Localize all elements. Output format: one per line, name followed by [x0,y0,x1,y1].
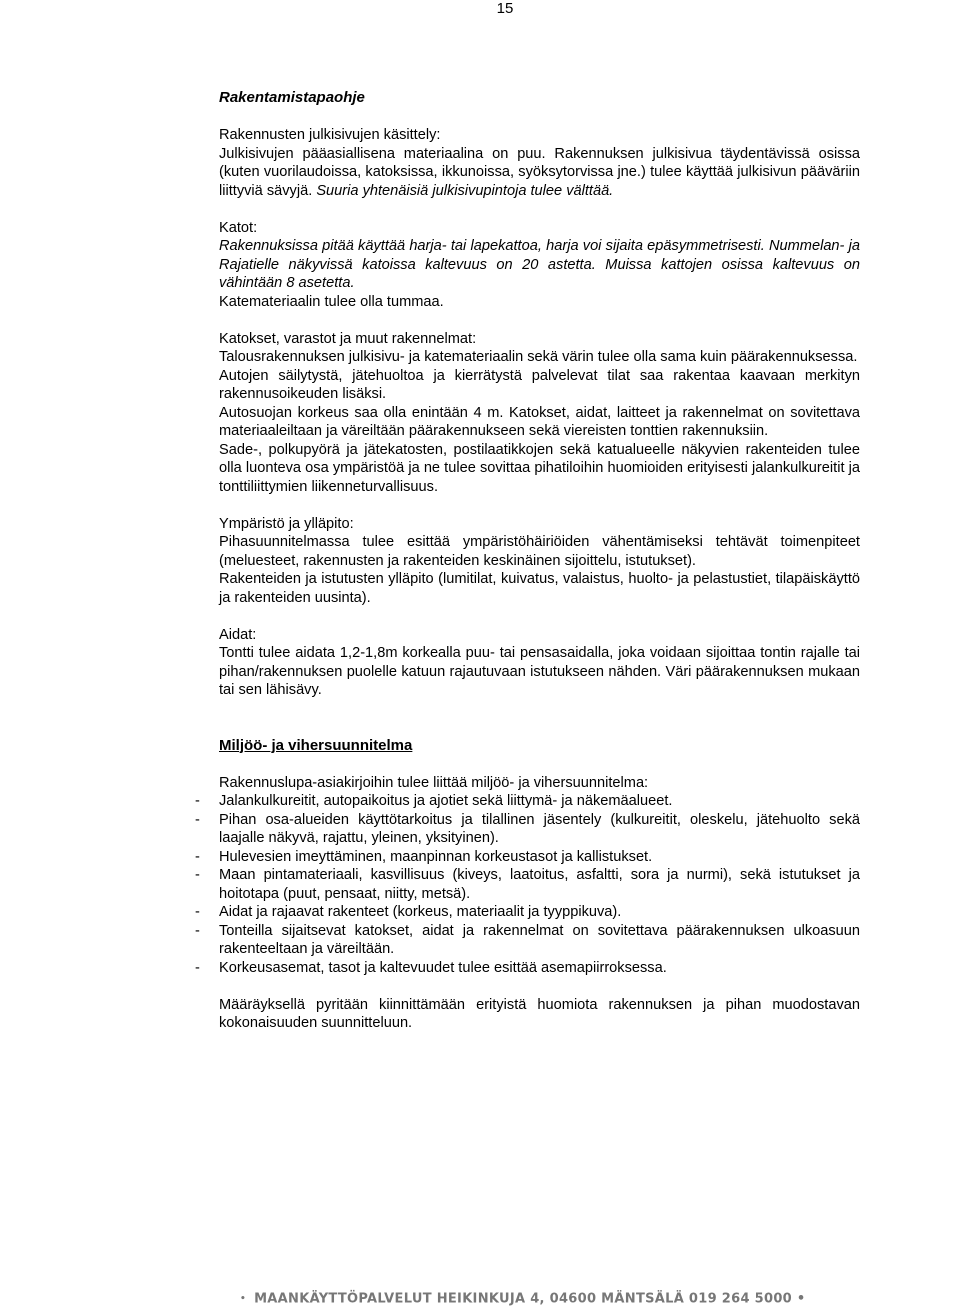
document-body [219,89,860,1033]
outbuildings-heading: Katokset, varastot ja muut rakennelmat: [219,330,477,347]
facade-text-italic: Suuria yhtenäisiä julkisivupintoja tulee välttää. [316,182,614,199]
facade-section [219,126,860,200]
fences-paragraph: Tontti tulee aidata 1,2-1,8m korkealla puu- tai pensasaidalla, joka voidaan sijoittaa tontin rajalle tai pihan/rakennuksen puolelle katuun rajautuvaan istutukseen nähden. Väri päärakennuksen mukaan tai sen lähisävy. [219,645,860,698]
list-item: - Pihan osa-alueiden käyttötarkoitus ja tilallinen jäsentely (kulkureitit, oleskelu, jätehuolto sekä laajalle näkyvä, rajattu, yleinen, yksityinen). [219,811,860,848]
list-item: - Tonteilla sijaitsevat katokset, aidat ja rakennelmat on sovitettava päärakennuksen ulkoasuun rakenteeltaan ja väreiltään. [219,922,860,959]
environment-heading: Ympäristö ja ylläpito: [219,515,354,532]
environment-paragraph-1: Pihasuunnitelmassa tulee esittää ympäristöhäiriöiden vähentämiseksi tehtävät toimenpiteet (meluesteet, rakennusten ja rakenteiden keskinäinen sijoittelu, istutukset). [219,534,860,569]
facade-text [219,145,860,201]
section-title-rakentamistapaohje: Rakentamistapaohje [219,89,365,106]
outbuildings-paragraph-3: Autosuojan korkeus saa olla enintään 4 m. Katokset, aidat, laitteet ja rakennelmat on sovitettava materiaaleiltaan ja väreiltään päärakennukseen sekä viereisten tonttien rakennuksiin. [219,404,860,439]
environment-paragraph-2: Rakenteiden ja istutusten ylläpito (lumitilat, kuivatus, valaistus, huolto- ja pelastustiet, tilapäiskäyttö ja rakenteiden uusinta). [219,571,860,606]
environment-section [219,515,860,608]
roofs-section [219,219,860,312]
outbuildings-paragraph-4: Sade-, polkupyörä ja jätekatosten, postilaatikkojen sekä katualueelle näkyvien rakenteiden tulee olla luonteva osa ympäristöä ja ne tulee sovittaa pihatiloihin huomioiden erityisesti jalankulkureitit ja tonttiliittymien liikenneturvallisuus. [219,441,860,495]
miljoo-intro: Rakennuslupa-asiakirjoihin tulee liittää miljöö- ja vihersuunnitelma: [219,774,649,791]
page-footer [240,1290,960,1309]
list-item: - Korkeusasemat, tasot ja kaltevuudet tulee esittää asemapiirroksessa. [219,959,860,978]
roofs-heading: Katot: [219,219,258,236]
list-item: - Hulevesien imeyttäminen, maanpinnan korkeustasot ja kallistukset. [219,848,860,867]
list-item: - Jalankulkureitit, autopaikoitus ja ajotiet sekä liittymä- ja näkemäalueet. [219,792,860,811]
list-item: - Aidat ja rajaavat rakenteet (korkeus, materiaalit ja tyyppikuva). [219,903,860,922]
facade-text-plain: Julkisivujen pääasiallisena materiaalina on puu. Rakennuksen julkisivua täydentävissä osissa (kuten vuorilaudoissa, katoksissa, ikkunoissa, syöksytorvissa jne.) tulee käyttää julkisivun pääväriin liittyviä sävyjä. [219,145,860,199]
fences-section [219,626,860,700]
section-title-miljoo: Miljöö- ja vihersuunnitelma [219,736,413,754]
page-number: 15 [496,0,514,17]
outbuildings-section [219,330,860,497]
closing-paragraph: Määräyksellä pyritään kiinnittämään erityistä huomiota rakennuksen ja pihan muodostavan kokonaisuuden suunnitteluun. [219,996,860,1031]
list-item: - Maan pintamateriaali, kasvillisuus (kiveys, laatoitus, asfaltti, sora ja nurmi), sekä istutukset ja hoitotapa (puut, pensaat, niitty, metsä). [219,866,860,903]
miljoo-requirements-list [219,792,860,977]
outbuildings-paragraph-2: Autojen säilytystä, jätehuoltoa ja kierrätystä palvelevat tilat saa rakentaa kaavaan merkityn rakennusoikeuden lisäksi. [219,367,860,402]
fences-heading: Aidat: [219,626,257,643]
roofs-text-plain: Katemateriaalin tulee olla tummaa. [219,293,444,310]
facade-heading: Rakennusten julkisivujen käsittely: [219,127,441,143]
outbuildings-paragraph-1: Talousrakennuksen julkisivu- ja katemateriaalin sekä värin tulee olla sama kuin päärakennuksessa. [219,349,858,365]
roofs-text-italic: Rakennuksissa pitää käyttää harja- tai lapekattoa, harja voi sijaita epäsymmetrisesti. Nummelan- ja Rajatielle näkyvissä katoissa kaltevuus on 20 astetta. Muissa kattojen osissa kaltevuus on vähintään 8 asetetta. [219,238,860,291]
footer-bullet: • [240,1294,247,1304]
footer-contact-text: MAANKÄYTTÖPALVELUT HEIKINKUJA 4, 04600 MÄNTSÄLÄ 019 264 5000 • [254,1291,806,1307]
